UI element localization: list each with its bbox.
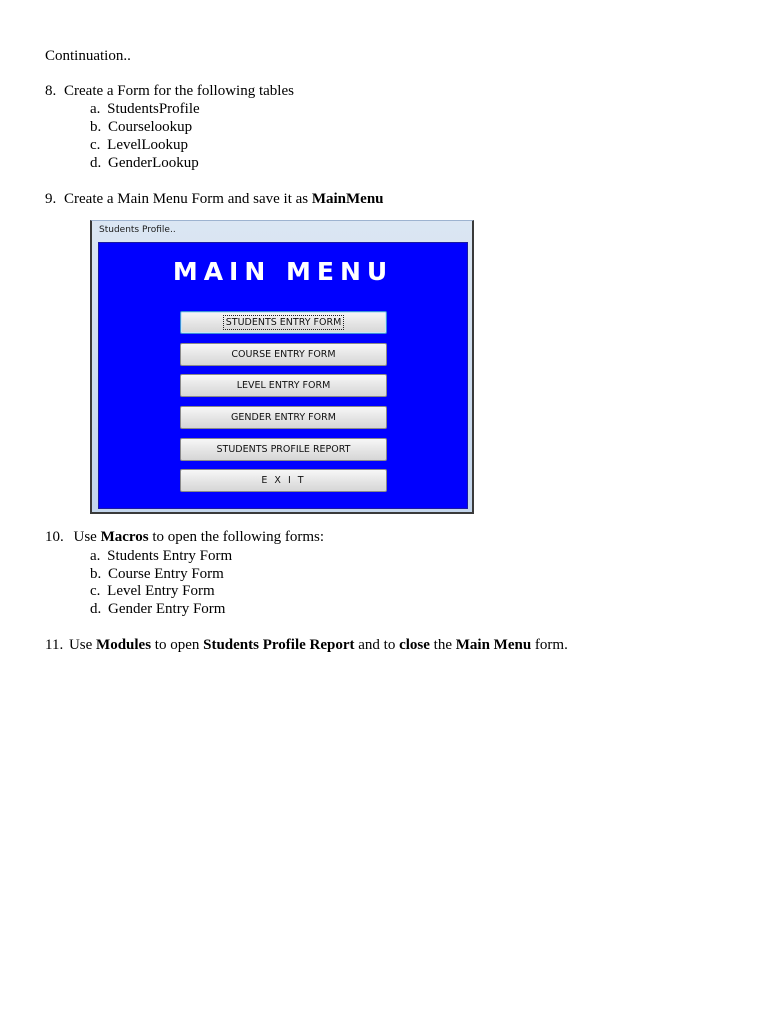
button-label: STUDENTS PROFILE REPORT: [216, 444, 351, 455]
item-11-b1: Modules: [96, 637, 152, 653]
item-11-t3: and to: [354, 637, 400, 653]
item-10: [45, 528, 324, 546]
level-entry-form-button[interactable]: [180, 374, 387, 397]
sub-text: Courselookup: [108, 119, 193, 135]
sub-text: Students Entry Form: [107, 548, 233, 564]
item-11-t4: the: [429, 637, 456, 653]
button-label: LEVEL ENTRY FORM: [236, 380, 331, 391]
students-profile-report-button[interactable]: [180, 438, 387, 461]
main-menu-canvas: [98, 242, 468, 509]
item-10-sub-a: [90, 547, 232, 565]
sub-text: StudentsProfile: [107, 101, 200, 117]
item-8: [45, 82, 294, 100]
item-11-b2: Students Profile Report: [203, 637, 355, 653]
item-8-text: Create a Form for the following tables: [64, 83, 294, 99]
item-9-number: 9.: [45, 191, 57, 207]
item-9: [45, 190, 384, 208]
main-menu-title: MAIN MENU: [172, 257, 394, 286]
item-11-b4: Main Menu: [455, 637, 532, 653]
item-10-text-after: to open the following forms:: [148, 529, 325, 545]
button-label: COURSE ENTRY FORM: [231, 349, 336, 360]
item-9-text: Create a Main Menu Form and save it as: [64, 191, 312, 207]
item-9-bold: MainMenu: [311, 191, 384, 207]
item-10-sub-c: [90, 582, 215, 600]
exit-button[interactable]: [180, 469, 387, 492]
button-label: GENDER ENTRY FORM: [231, 412, 336, 423]
item-8-number: 8.: [45, 83, 57, 99]
students-entry-form-button[interactable]: [180, 311, 387, 334]
sub-text: GenderLookup: [108, 155, 199, 171]
item-11-b3: close: [399, 637, 430, 653]
form-screenshot-window: [90, 220, 474, 514]
sub-letter: d.: [90, 601, 102, 617]
item-11-number: 11.: [45, 637, 64, 653]
course-entry-form-button[interactable]: [180, 343, 387, 366]
sub-letter: b.: [90, 566, 102, 582]
sub-text: LevelLookup: [107, 137, 188, 153]
item-10-bold: Macros: [100, 529, 149, 545]
item-11-t2: to open: [151, 637, 204, 653]
item-8-sub-d: [90, 154, 199, 172]
sub-letter: d.: [90, 155, 102, 171]
sub-letter: c.: [90, 583, 101, 599]
sub-letter: a.: [90, 101, 101, 117]
sub-letter: b.: [90, 119, 102, 135]
sub-text: Level Entry Form: [107, 583, 215, 599]
item-10-sub-b: [90, 565, 224, 583]
item-11-t1: Use: [68, 637, 97, 653]
button-label: E X I T: [261, 475, 306, 486]
item-8-sub-b: [90, 118, 192, 136]
continuation-text: Continuation..: [45, 48, 131, 64]
item-10-text-before: Use: [73, 529, 101, 545]
button-label: STUDENTS ENTRY FORM: [225, 317, 342, 328]
sub-letter: c.: [90, 137, 101, 153]
item-11-t5: form.: [531, 637, 568, 653]
item-8-sub-a: [90, 100, 200, 118]
sub-text: Gender Entry Form: [108, 601, 226, 617]
window-title: Students Profile..: [99, 225, 176, 235]
item-10-number: 10.: [45, 529, 64, 545]
item-8-sub-c: [90, 136, 188, 154]
item-11: [45, 636, 568, 654]
sub-letter: a.: [90, 548, 101, 564]
sub-text: Course Entry Form: [108, 566, 224, 582]
item-10-sub-d: [90, 600, 225, 618]
gender-entry-form-button[interactable]: [180, 406, 387, 429]
